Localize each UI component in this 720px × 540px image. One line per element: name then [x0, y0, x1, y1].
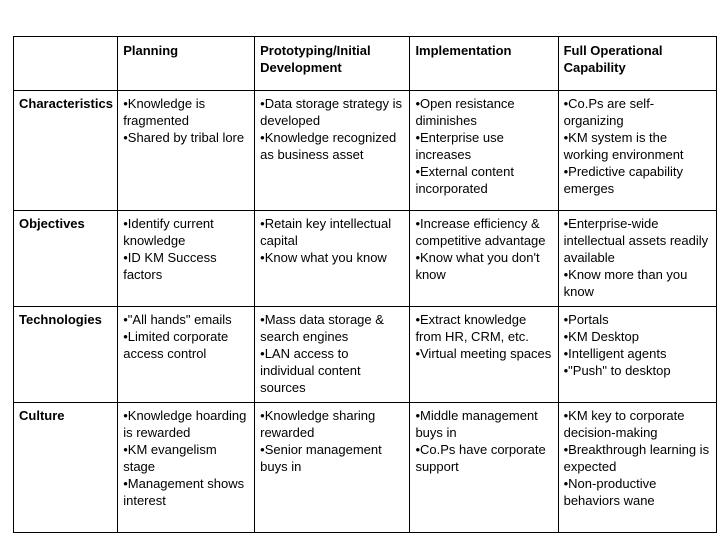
corner-cell	[14, 37, 118, 91]
bullet-item: • Knowledge hoarding is rewarded	[123, 407, 250, 441]
table-cell	[118, 403, 255, 533]
bullet-item: • KM Desktop	[564, 328, 712, 345]
row-label-technologies: Technologies	[14, 307, 118, 403]
bullet-item: • Virtual meeting spaces	[415, 345, 553, 362]
table-cell	[558, 91, 716, 211]
bullet-item: • Increase efficiency & competitive advantage	[415, 215, 553, 249]
bullet-item: • Middle management buys in	[415, 407, 553, 441]
table-row	[14, 307, 717, 403]
row-label-culture: Culture	[14, 403, 118, 533]
bullet-item: • Knowledge recognized as business asset	[260, 129, 405, 163]
bullet-item: • Retain key intellectual capital	[260, 215, 405, 249]
table-cell	[410, 91, 558, 211]
bullet-item: • Knowledge is fragmented	[123, 95, 250, 129]
bullet-item: • Management shows interest	[123, 475, 250, 509]
table-cell	[410, 211, 558, 307]
table-cell	[410, 403, 558, 533]
bullet-item: • ID KM Success factors	[123, 249, 250, 283]
bullet-item: • Intelligent agents	[564, 345, 712, 362]
bullet-item: • External content incorporated	[415, 163, 553, 197]
bullet-item: • Shared by tribal lore	[123, 129, 250, 146]
bullet-item: • Non-productive behaviors wane	[564, 475, 712, 509]
table-cell	[558, 307, 716, 403]
table-cell	[118, 307, 255, 403]
table-cell	[558, 211, 716, 307]
bullet-item: • Enterprise use increases	[415, 129, 553, 163]
bullet-item: • Identify current knowledge	[123, 215, 250, 249]
km-maturity-table	[13, 36, 717, 533]
bullet-item: • Know what you don't know	[415, 249, 553, 283]
table-row	[14, 211, 717, 307]
table-row	[14, 403, 717, 533]
bullet-item: • Data storage strategy is developed	[260, 95, 405, 129]
bullet-item: • "Push" to desktop	[564, 362, 712, 379]
bullet-item: • Limited corporate access control	[123, 328, 250, 362]
bullet-item: • LAN access to individual content sources	[260, 345, 405, 396]
header-prototyping: Prototyping/Initial Development	[255, 37, 410, 91]
bullet-item: • Know more than you know	[564, 266, 712, 300]
bullet-item: • Co.Ps are self-organizing	[564, 95, 712, 129]
table-cell	[255, 91, 410, 211]
bullet-item: • KM evangelism stage	[123, 441, 250, 475]
bullet-item: • Portals	[564, 311, 712, 328]
table-cell	[255, 211, 410, 307]
row-label-characteristics: Characteristics	[14, 91, 118, 211]
table-cell	[118, 91, 255, 211]
table-cell	[255, 307, 410, 403]
bullet-item: • "All hands" emails	[123, 311, 250, 328]
header-planning: Planning	[118, 37, 255, 91]
bullet-item: • KM system is the working environment	[564, 129, 712, 163]
table-cell	[410, 307, 558, 403]
bullet-item: • Breakthrough learning is expected	[564, 441, 712, 475]
table-cell	[118, 211, 255, 307]
header-implementation: Implementation	[410, 37, 558, 91]
bullet-item: • Co.Ps have corporate support	[415, 441, 553, 475]
table-row	[14, 91, 717, 211]
bullet-item: • KM key to corporate decision-making	[564, 407, 712, 441]
header-row	[14, 37, 717, 91]
row-label-objectives: Objectives	[14, 211, 118, 307]
bullet-item: • Extract knowledge from HR, CRM, etc.	[415, 311, 553, 345]
header-full-operational: Full Operational Capability	[558, 37, 716, 91]
table-cell	[255, 403, 410, 533]
bullet-item: • Predictive capability emerges	[564, 163, 712, 197]
bullet-item: • Know what you know	[260, 249, 405, 266]
bullet-item: • Mass data storage & search engines	[260, 311, 405, 345]
bullet-item: • Open resistance diminishes	[415, 95, 553, 129]
bullet-item: • Knowledge sharing rewarded	[260, 407, 405, 441]
bullet-item: • Enterprise-wide intellectual assets readily available	[564, 215, 712, 266]
table-cell	[558, 403, 716, 533]
bullet-item: • Senior management buys in	[260, 441, 405, 475]
